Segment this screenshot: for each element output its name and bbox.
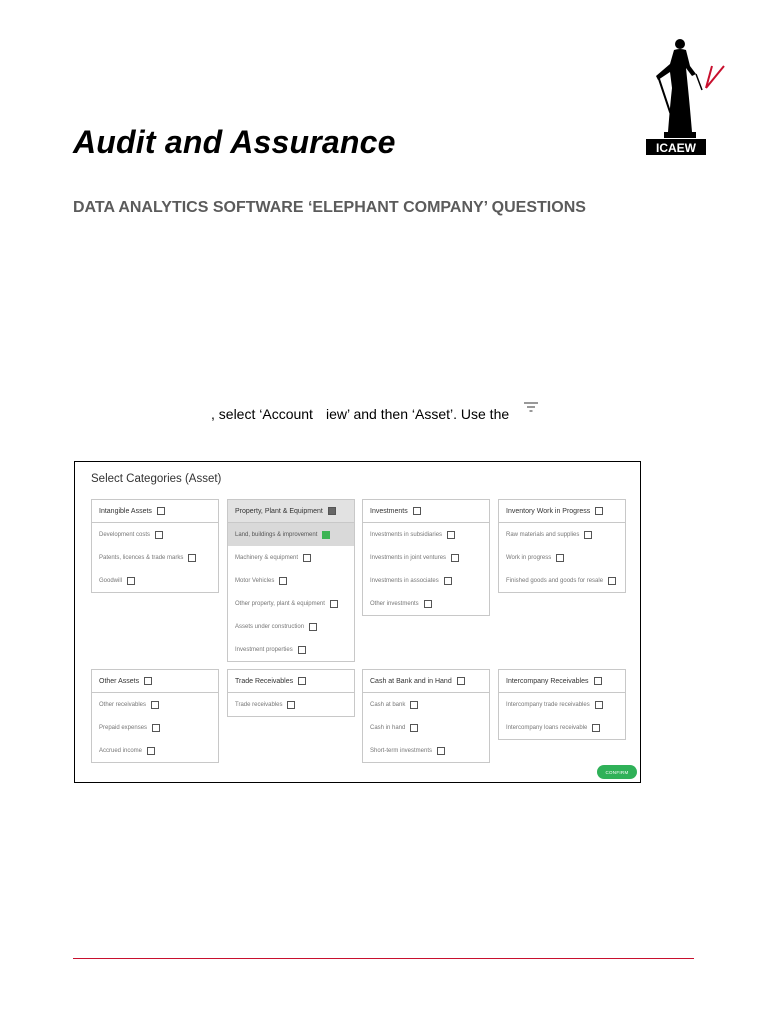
checkbox[interactable] bbox=[451, 554, 459, 562]
category-item[interactable]: Motor Vehicles bbox=[228, 569, 354, 592]
page-title: Audit and Assurance bbox=[73, 124, 396, 160]
category-item[interactable]: Investments in joint ventures bbox=[363, 546, 489, 569]
category-item[interactable]: Intercompany loans receivable bbox=[499, 716, 625, 739]
category-header[interactable]: Investments bbox=[363, 500, 489, 523]
category-item[interactable]: Investments in associates bbox=[363, 569, 489, 592]
category-header[interactable]: Other Assets bbox=[92, 670, 218, 693]
category-trade-receivables bbox=[227, 669, 355, 717]
instruction-fragment-1: , select ‘Account bbox=[211, 406, 313, 422]
category-property-plant-equipment bbox=[227, 499, 355, 662]
category-item[interactable]: Finished goods and goods for resale bbox=[499, 569, 625, 592]
category-item[interactable]: Accrued income bbox=[92, 739, 218, 762]
checkbox[interactable] bbox=[592, 724, 600, 732]
checkbox[interactable] bbox=[328, 507, 336, 515]
checkbox[interactable] bbox=[298, 677, 306, 685]
checkbox[interactable] bbox=[608, 577, 616, 585]
checkbox[interactable] bbox=[155, 531, 163, 539]
confirm-button[interactable]: CONFIRM bbox=[597, 765, 637, 779]
checkbox[interactable] bbox=[152, 724, 160, 732]
filter-icon bbox=[522, 400, 540, 418]
checkbox[interactable] bbox=[424, 600, 432, 608]
checkbox[interactable] bbox=[595, 701, 603, 709]
document-subtitle: DATA ANALYTICS SOFTWARE ‘ELEPHANT COMPANY’ QUESTIONS bbox=[73, 199, 586, 216]
category-item[interactable]: Goodwill bbox=[92, 569, 218, 592]
checkbox[interactable] bbox=[127, 577, 135, 585]
checkbox[interactable] bbox=[594, 677, 602, 685]
footer-rule bbox=[73, 958, 694, 959]
category-intercompany-receivables bbox=[498, 669, 626, 740]
checkbox[interactable] bbox=[303, 554, 311, 562]
svg-text:ICAEW: ICAEW bbox=[656, 141, 696, 155]
checkbox[interactable] bbox=[595, 507, 603, 515]
category-item[interactable]: Other investments bbox=[363, 592, 489, 615]
category-item[interactable]: Other property, plant & equipment bbox=[228, 592, 354, 615]
checkbox[interactable] bbox=[309, 623, 317, 631]
checkbox[interactable] bbox=[410, 724, 418, 732]
category-item[interactable]: Patents, licences & trade marks bbox=[92, 546, 218, 569]
checkbox[interactable] bbox=[437, 747, 445, 755]
instruction-fragment-2: iew’ and then ‘Asset’. Use the bbox=[326, 406, 510, 422]
checkbox[interactable] bbox=[584, 531, 592, 539]
category-header[interactable]: Intangible Assets bbox=[92, 500, 218, 523]
checkbox[interactable] bbox=[157, 507, 165, 515]
category-item[interactable]: Cash in hand bbox=[363, 716, 489, 739]
category-header[interactable]: Inventory Work in Progress bbox=[499, 500, 625, 523]
category-intangible-assets bbox=[91, 499, 219, 593]
category-item[interactable]: Short-term investments bbox=[363, 739, 489, 762]
category-inventory-wip bbox=[498, 499, 626, 593]
checkbox[interactable] bbox=[330, 600, 338, 608]
checkbox[interactable] bbox=[413, 507, 421, 515]
category-item[interactable]: Land, buildings & improvement bbox=[228, 523, 354, 546]
category-cash-at-bank bbox=[362, 669, 490, 763]
checkbox[interactable] bbox=[287, 701, 295, 709]
category-item[interactable]: Trade receivables bbox=[228, 693, 354, 716]
checkbox[interactable] bbox=[556, 554, 564, 562]
icaew-logo bbox=[640, 36, 730, 158]
category-item[interactable]: Assets under construction bbox=[228, 615, 354, 638]
checkbox[interactable] bbox=[151, 701, 159, 709]
category-item[interactable]: Investment properties bbox=[228, 638, 354, 661]
checkbox[interactable] bbox=[457, 677, 465, 685]
checkbox[interactable] bbox=[188, 554, 196, 562]
category-item[interactable]: Raw materials and supplies bbox=[499, 523, 625, 546]
checkbox[interactable] bbox=[147, 747, 155, 755]
checkbox[interactable] bbox=[279, 577, 287, 585]
category-item[interactable]: Machinery & equipment bbox=[228, 546, 354, 569]
dialog-title: Select Categories (Asset) bbox=[91, 473, 222, 485]
checkbox[interactable] bbox=[144, 677, 152, 685]
category-item[interactable]: Intercompany trade receivables bbox=[499, 693, 625, 716]
category-item[interactable]: Work in progress bbox=[499, 546, 625, 569]
category-item[interactable]: Other receivables bbox=[92, 693, 218, 716]
category-header[interactable]: Property, Plant & Equipment bbox=[228, 500, 354, 523]
category-investments bbox=[362, 499, 490, 616]
category-item[interactable]: Prepaid expenses bbox=[92, 716, 218, 739]
checkbox[interactable] bbox=[447, 531, 455, 539]
checkbox[interactable] bbox=[444, 577, 452, 585]
category-header[interactable]: Cash at Bank and in Hand bbox=[363, 670, 489, 693]
checkbox[interactable] bbox=[298, 646, 306, 654]
category-header[interactable]: Trade Receivables bbox=[228, 670, 354, 693]
category-item[interactable]: Development costs bbox=[92, 523, 218, 546]
category-item[interactable]: Cash at bank bbox=[363, 693, 489, 716]
category-header[interactable]: Intercompany Receivables bbox=[499, 670, 625, 693]
category-other-assets bbox=[91, 669, 219, 763]
category-item[interactable]: Investments in subsidiaries bbox=[363, 523, 489, 546]
checkbox[interactable] bbox=[410, 701, 418, 709]
select-categories-dialog bbox=[74, 461, 641, 783]
checkbox-checked[interactable] bbox=[322, 531, 330, 539]
